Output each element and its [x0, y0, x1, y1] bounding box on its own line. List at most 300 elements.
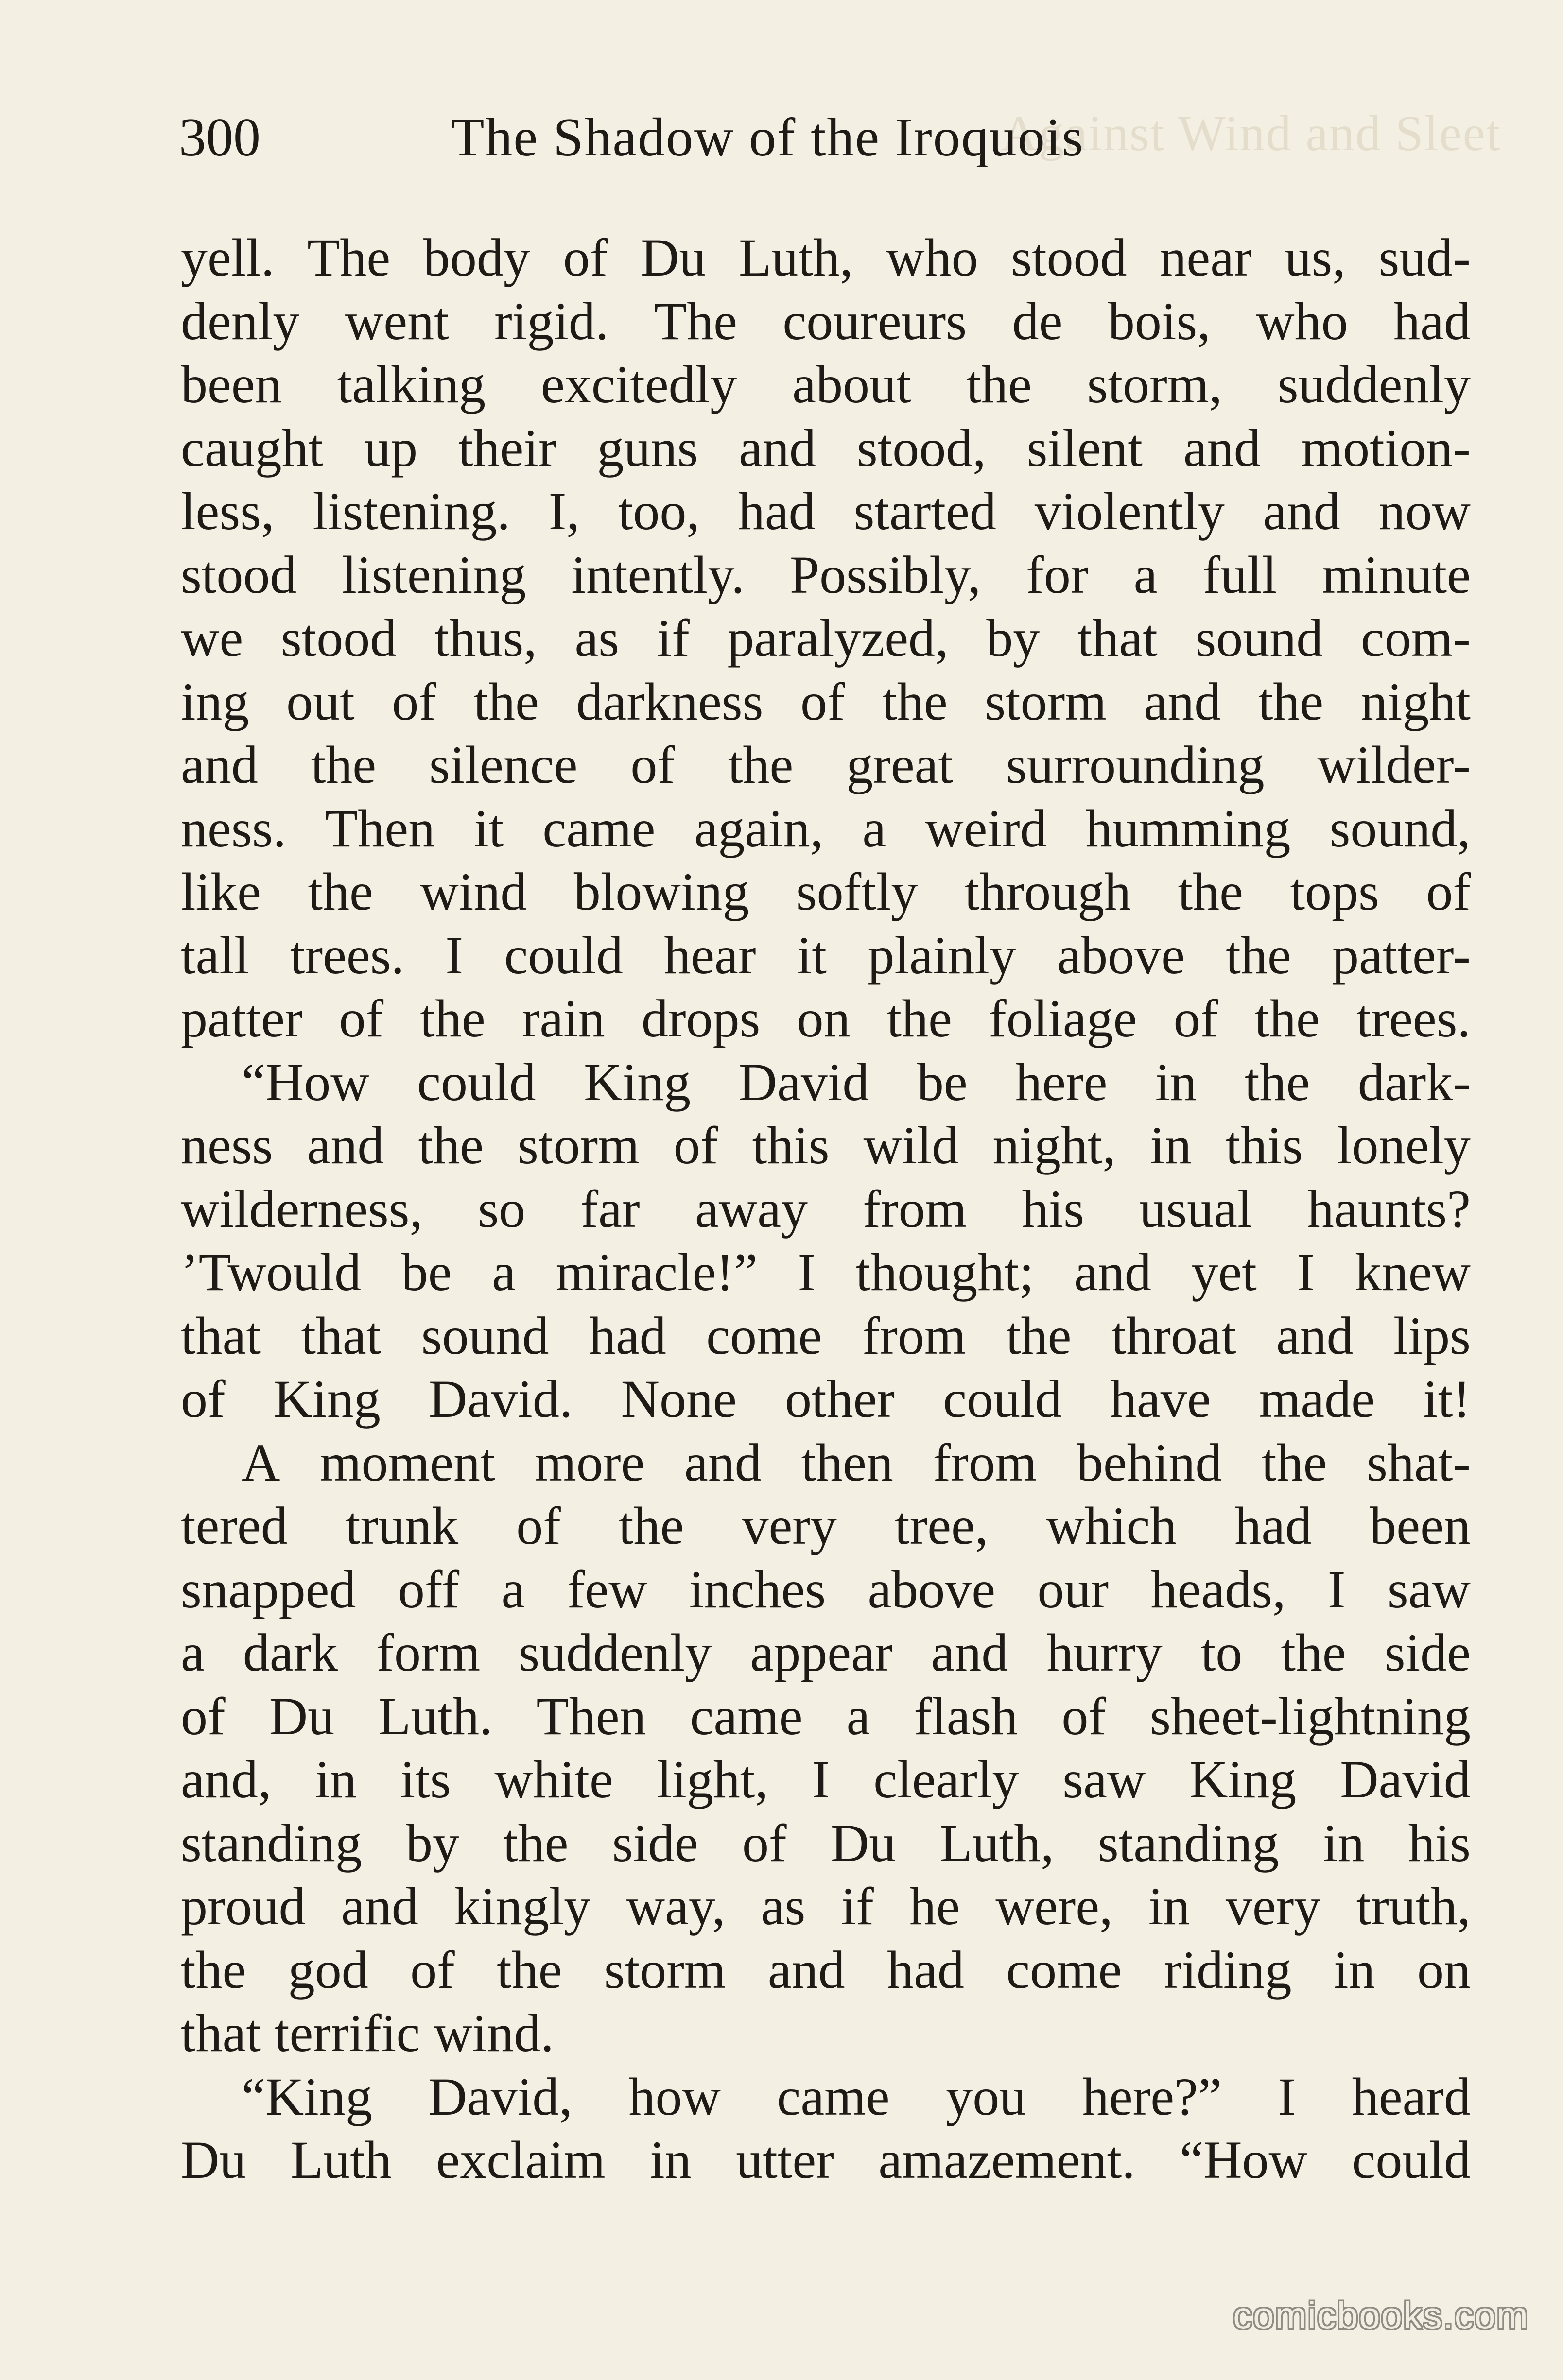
word: again,: [694, 798, 824, 858]
word: heard: [1352, 2067, 1471, 2126]
word: night,: [992, 1116, 1116, 1175]
word: as: [761, 1877, 806, 1936]
word: moment: [320, 1432, 495, 1492]
word: here: [1015, 1052, 1108, 1112]
word: by: [405, 1813, 459, 1873]
word: we: [181, 608, 243, 668]
word: King: [273, 1369, 381, 1429]
word: terrific: [274, 2003, 420, 2063]
text-line: [181, 1685, 1471, 1748]
word: exclaim: [436, 2130, 606, 2190]
word: ness.: [181, 798, 286, 858]
word: could: [504, 925, 623, 985]
text-line: [181, 1114, 1471, 1177]
word: the: [473, 672, 539, 731]
word: Luth,: [739, 228, 853, 287]
word: and: [1074, 1242, 1151, 1302]
word: came: [690, 1686, 803, 1746]
word: guns: [597, 418, 698, 478]
word: I: [812, 1750, 830, 1809]
word: on: [797, 989, 851, 1048]
word: denly: [181, 291, 300, 351]
word: King: [584, 1052, 691, 1112]
text-line: [181, 226, 1471, 290]
word: drops: [641, 989, 761, 1048]
word: the: [882, 672, 948, 731]
word: about: [792, 355, 911, 414]
word: and: [931, 1623, 1008, 1682]
word: had: [1393, 291, 1471, 351]
word: could: [417, 1052, 536, 1112]
word: stood: [1011, 228, 1127, 287]
word: David.: [429, 1369, 573, 1429]
word: the: [181, 1940, 246, 2000]
word: of: [339, 989, 384, 1048]
word: above: [1057, 925, 1185, 985]
text-line: [181, 1938, 1471, 2002]
word: of: [630, 735, 675, 794]
word: the: [886, 989, 952, 1048]
word: the: [1226, 925, 1291, 985]
word: in: [1148, 1877, 1190, 1936]
word: I: [1327, 1559, 1346, 1619]
word: of: [563, 228, 608, 287]
word: proud: [181, 1877, 306, 1936]
word: body: [423, 228, 530, 287]
word: if: [657, 608, 690, 668]
word: that: [301, 1306, 382, 1365]
word: the: [1258, 672, 1324, 731]
word: of: [181, 1369, 226, 1429]
word: too,: [618, 482, 700, 541]
word: blowing: [573, 862, 749, 921]
word: the: [1178, 862, 1243, 921]
word: he: [909, 1877, 960, 1936]
word: which: [1046, 1496, 1177, 1555]
word: I: [445, 925, 464, 985]
word: less,: [181, 482, 275, 541]
text-line: [181, 1177, 1471, 1241]
text-line: [181, 1051, 1471, 1114]
word: from: [862, 1306, 966, 1365]
word: a: [1133, 545, 1158, 604]
word: far: [580, 1179, 640, 1239]
word: the: [966, 355, 1032, 414]
word: this: [1225, 1116, 1303, 1175]
word: bois,: [1108, 291, 1211, 351]
word: hurry: [1046, 1623, 1163, 1682]
word: standing: [1097, 1813, 1279, 1873]
text-line: [181, 353, 1471, 416]
word: up: [364, 418, 418, 478]
word: inches: [689, 1559, 826, 1619]
word: great: [846, 735, 954, 794]
word: tall: [181, 925, 249, 985]
word: tops: [1290, 862, 1379, 921]
word: coureurs: [782, 291, 967, 351]
word: through: [964, 862, 1131, 921]
word: and: [307, 1116, 384, 1175]
word: plainly: [868, 925, 1016, 985]
word: sud-: [1378, 228, 1471, 287]
text-line: [181, 1875, 1471, 1938]
text-line: [181, 543, 1471, 607]
word: dark: [243, 1623, 338, 1682]
word: shat-: [1367, 1432, 1471, 1492]
word: “How: [1180, 2130, 1307, 2190]
watermark: comicbooks.com: [1233, 2294, 1529, 2337]
word: the: [1281, 1623, 1346, 1682]
text-line: [181, 860, 1471, 924]
word: to: [1200, 1623, 1243, 1682]
page-number: 300: [179, 107, 260, 168]
word: of: [181, 1686, 226, 1746]
word: amazement.: [878, 2130, 1135, 2190]
word: flash: [914, 1686, 1018, 1746]
word: and: [684, 1432, 762, 1492]
word: wilderness,: [181, 1179, 423, 1239]
word: of: [800, 672, 845, 731]
text-line: [181, 1748, 1471, 1811]
text-line: [181, 733, 1471, 797]
word: a: [501, 1559, 525, 1619]
word: paralyzed,: [727, 608, 949, 668]
word: ing: [181, 672, 249, 731]
word: talking: [337, 355, 486, 414]
word: Possibly,: [789, 545, 981, 604]
word: storm: [604, 1940, 726, 2000]
word: then: [801, 1432, 893, 1492]
word: lips: [1393, 1306, 1471, 1365]
word: that: [181, 2003, 261, 2063]
word: how: [628, 2067, 721, 2126]
word: been: [1370, 1496, 1471, 1555]
word: silent: [1026, 418, 1143, 478]
word: saw: [1387, 1559, 1471, 1619]
word: it: [797, 925, 827, 985]
word: the: [728, 735, 794, 794]
word: excitedly: [541, 355, 737, 414]
word: started: [853, 482, 996, 541]
word: heads,: [1150, 1559, 1286, 1619]
text-line: [181, 1431, 1471, 1495]
word: in: [315, 1750, 357, 1809]
word: appear: [750, 1623, 893, 1682]
word: King: [1189, 1750, 1297, 1809]
word: foliage: [989, 989, 1137, 1048]
word: Then: [536, 1686, 646, 1746]
word: de: [1012, 291, 1063, 351]
word: and: [1263, 482, 1340, 541]
word: trunk: [345, 1496, 459, 1555]
word: storm: [518, 1116, 640, 1175]
word: Luth.: [378, 1686, 493, 1746]
word: weird: [925, 798, 1047, 858]
word: of: [410, 1940, 455, 2000]
word: snapped: [181, 1559, 356, 1619]
word: the: [503, 1813, 569, 1873]
text-line: [181, 1367, 1471, 1431]
word: and: [739, 418, 816, 478]
word: Luth,: [939, 1813, 1054, 1873]
word: from: [933, 1432, 1037, 1492]
word: come: [1006, 1940, 1122, 2000]
text-line: [181, 987, 1471, 1051]
word: went: [345, 291, 449, 351]
word: kingly: [454, 1877, 591, 1936]
text-line: [181, 1241, 1471, 1304]
word: behind: [1076, 1432, 1222, 1492]
running-title: The Shadow of the Iroquois: [451, 107, 1084, 168]
word: stood: [181, 545, 297, 604]
word: that: [181, 1306, 261, 1365]
word: white: [494, 1750, 613, 1809]
word: thought;: [855, 1242, 1034, 1302]
word: ’Twould: [181, 1242, 362, 1302]
word: “How: [242, 1052, 369, 1112]
word: wild: [863, 1116, 959, 1175]
word: other: [785, 1369, 895, 1429]
word: of: [1061, 1686, 1107, 1746]
word: the: [618, 1496, 684, 1555]
word: stood: [280, 608, 397, 668]
word: hear: [664, 925, 756, 985]
word: ness: [181, 1116, 273, 1175]
word: wind: [420, 862, 527, 921]
word: it: [474, 798, 504, 858]
word: his: [1408, 1813, 1471, 1873]
word: of: [392, 672, 436, 731]
page-header: [179, 106, 1472, 169]
text-line: [181, 1304, 1471, 1368]
word: Du: [181, 2130, 246, 2190]
word: had: [887, 1940, 964, 2000]
word: if: [841, 1877, 874, 1936]
word: listening: [342, 545, 526, 604]
word: truth,: [1356, 1877, 1471, 1936]
word: the: [497, 1940, 562, 2000]
word: way,: [626, 1877, 726, 1936]
word: night: [1360, 672, 1471, 731]
word: had: [1234, 1496, 1312, 1555]
word: tree,: [895, 1496, 989, 1555]
word: off: [398, 1559, 460, 1619]
word: it!: [1423, 1369, 1471, 1429]
word: god: [288, 1940, 368, 2000]
word: from: [863, 1179, 967, 1239]
word: be: [401, 1242, 452, 1302]
word: David,: [428, 2067, 573, 2126]
word: in: [650, 2130, 692, 2190]
word: yell.: [181, 228, 275, 287]
word: the: [311, 735, 377, 794]
word: his: [1022, 1179, 1084, 1239]
word: more: [535, 1432, 645, 1492]
word: The: [307, 228, 391, 287]
word: now: [1378, 482, 1471, 541]
text-line: [181, 290, 1471, 353]
word: silence: [429, 735, 578, 794]
text-line: [181, 1494, 1471, 1558]
word: came: [542, 798, 656, 858]
word: in: [1322, 1813, 1365, 1873]
word: suddenly: [519, 1623, 712, 1682]
word: clearly: [873, 1750, 1019, 1809]
word: and: [341, 1877, 418, 1936]
word: trees.: [290, 925, 405, 985]
word: us,: [1285, 228, 1346, 287]
word: like: [181, 862, 261, 921]
word: storm: [985, 672, 1107, 731]
word: trees.: [1356, 989, 1471, 1048]
word: near: [1160, 228, 1252, 287]
word: wind.: [434, 2003, 554, 2063]
text-line: [181, 670, 1471, 734]
word: side: [1384, 1623, 1471, 1682]
word: the: [1254, 989, 1320, 1048]
word: I: [1278, 2067, 1296, 2126]
word: the: [1262, 1432, 1327, 1492]
word: have: [1110, 1369, 1211, 1429]
word: here?”: [1082, 2067, 1222, 2126]
text-line: [181, 416, 1471, 480]
word: haunts?: [1307, 1179, 1471, 1239]
word: I: [1297, 1242, 1315, 1302]
word: and: [1183, 418, 1261, 478]
word: away: [695, 1179, 808, 1239]
word: saw: [1062, 1750, 1146, 1809]
word: in: [1150, 1116, 1192, 1175]
word: the: [308, 862, 373, 921]
word: Luth: [291, 2130, 392, 2190]
word: rain: [521, 989, 605, 1048]
word: I: [798, 1242, 816, 1302]
word: tered: [181, 1496, 288, 1555]
text-line: [181, 797, 1471, 861]
word: who: [1256, 291, 1348, 351]
word: sound: [421, 1306, 549, 1365]
word: a: [862, 798, 886, 858]
word: Du: [269, 1686, 335, 1746]
word: suddenly: [1277, 355, 1471, 414]
word: com-: [1360, 608, 1471, 668]
word: David: [1340, 1750, 1471, 1809]
word: patter: [181, 989, 303, 1048]
word: in: [1155, 1052, 1197, 1112]
word: storm,: [1087, 355, 1222, 414]
word: softly: [796, 862, 918, 921]
word: miracle!”: [556, 1242, 758, 1302]
word: “King: [242, 2067, 372, 2126]
word: by: [986, 608, 1040, 668]
word: the: [420, 989, 486, 1048]
word: sound,: [1329, 798, 1471, 858]
word: this: [752, 1116, 830, 1175]
word: riding: [1164, 1940, 1292, 2000]
text-line: [181, 1621, 1471, 1685]
word: were,: [995, 1877, 1113, 1936]
word: dark-: [1357, 1052, 1471, 1112]
word: for: [1026, 545, 1089, 604]
word: who: [886, 228, 978, 287]
word: darkness: [576, 672, 764, 731]
text-line: [181, 2065, 1471, 2129]
word: listening.: [313, 482, 510, 541]
word: Du: [640, 228, 706, 287]
word: None: [621, 1369, 737, 1429]
word: could: [943, 1369, 1062, 1429]
word: our: [1037, 1559, 1109, 1619]
word: and,: [181, 1750, 272, 1809]
word: very: [742, 1496, 837, 1555]
word: surrounding: [1006, 735, 1265, 794]
word: Then: [325, 798, 435, 858]
word: above: [868, 1559, 996, 1619]
word: few: [567, 1559, 647, 1619]
word: lonely: [1337, 1116, 1471, 1175]
word: form: [376, 1623, 481, 1682]
word: minute: [1322, 545, 1471, 604]
word: light,: [657, 1750, 768, 1809]
word: you: [946, 2067, 1026, 2126]
word: I,: [548, 482, 580, 541]
word: caught: [181, 418, 324, 478]
word: out: [286, 672, 355, 731]
word: came: [777, 2067, 890, 2126]
word: sound: [1195, 608, 1323, 668]
word: standing: [181, 1813, 362, 1873]
word: and: [181, 735, 258, 794]
word: the: [418, 1116, 484, 1175]
word: yet: [1191, 1242, 1257, 1302]
word: and: [767, 1940, 845, 2000]
word: as: [574, 608, 620, 668]
word: of: [1173, 989, 1218, 1048]
word: violently: [1034, 482, 1225, 541]
word: intently.: [571, 545, 745, 604]
word: Du: [830, 1813, 896, 1873]
body-text: [181, 226, 1471, 2192]
word: full: [1202, 545, 1277, 604]
text-line: [181, 606, 1471, 670]
word: humming: [1085, 798, 1291, 858]
word: stood,: [856, 418, 986, 478]
word: A: [242, 1432, 280, 1492]
text-line: [181, 2001, 1471, 2065]
word: the: [1006, 1306, 1072, 1365]
word: and: [1276, 1306, 1354, 1365]
word: side: [612, 1813, 698, 1873]
word: throat: [1111, 1306, 1236, 1365]
bleed-through-text: Against Wind and Sleet: [1001, 105, 1501, 161]
word: on: [1417, 1940, 1471, 2000]
word: wilder-: [1317, 735, 1471, 794]
word: so: [478, 1179, 526, 1239]
word: in: [1334, 1940, 1375, 2000]
word: could: [1352, 2130, 1471, 2190]
word: come: [706, 1306, 822, 1365]
text-line: [181, 924, 1471, 987]
word: of: [673, 1116, 718, 1175]
word: The: [654, 291, 737, 351]
text-line: [181, 1811, 1471, 1875]
text-line: [181, 2128, 1471, 2192]
word: rigid.: [494, 291, 609, 351]
word: patter-: [1332, 925, 1471, 985]
word: usual: [1139, 1179, 1252, 1239]
word: sheet-lightning: [1150, 1686, 1471, 1746]
word: had: [738, 482, 816, 541]
